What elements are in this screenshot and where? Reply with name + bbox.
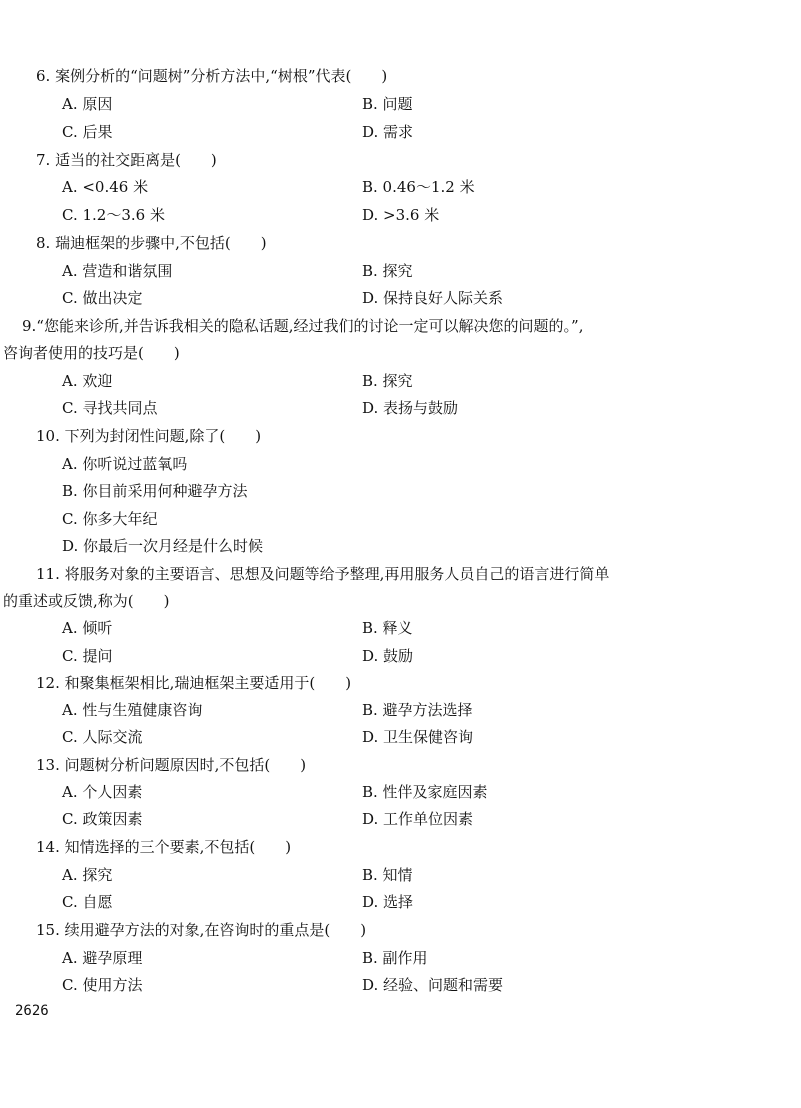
question-15-option-c: C. 使用方法 — [62, 976, 143, 994]
question-7-option-b: B. 0.46～1.2 米 — [362, 178, 475, 196]
question-12-stem: 12. 和聚集框架相比,瑞迪框架主要适用于( ) — [36, 674, 352, 692]
question-13-option-a: A. 个人因素 — [62, 783, 143, 801]
question-8-option-b: B. 探究 — [362, 262, 413, 280]
question-9-stem-continued: 咨询者使用的技巧是( ) — [3, 344, 180, 362]
question-12-option-a: A. 性与生殖健康咨询 — [62, 701, 203, 719]
question-12-option-b: B. 避孕方法选择 — [362, 701, 473, 719]
question-11-stem-continued: 的重述或反馈,称为( ) — [3, 592, 170, 610]
question-9-option-b: B. 探究 — [362, 372, 413, 390]
question-8-option-c: C. 做出决定 — [62, 289, 143, 307]
question-11-option-d: D. 鼓励 — [362, 647, 414, 665]
question-9-option-c: C. 寻找共同点 — [62, 399, 158, 417]
question-10-option-b: B. 你目前采用何种避孕方法 — [62, 482, 248, 500]
question-13-option-d: D. 工作单位因素 — [362, 810, 474, 828]
question-13-stem: 13. 问题树分析问题原因时,不包括( ) — [36, 756, 307, 774]
question-10-option-c: C. 你多大年纪 — [62, 510, 158, 528]
question-15-option-b: B. 副作用 — [362, 949, 428, 967]
question-6-option-c: C. 后果 — [62, 123, 113, 141]
question-15-option-d: D. 经验、问题和需要 — [362, 976, 504, 994]
question-7-option-c: C. 1.2～3.6 米 — [62, 206, 165, 224]
question-6-stem: 6. 案例分析的“问题树”分析方法中,“树根”代表( ) — [36, 67, 388, 85]
question-15-stem: 15. 续用避孕方法的对象,在咨询时的重点是( ) — [36, 921, 367, 939]
question-11-option-b: B. 释义 — [362, 619, 413, 637]
question-14-option-a: A. 探究 — [62, 866, 113, 884]
question-14-option-d: D. 选择 — [362, 893, 414, 911]
question-8-option-d: D. 保持良好人际关系 — [362, 289, 504, 307]
question-6-option-a: A. 原因 — [62, 95, 113, 113]
question-8-stem: 8. 瑞迪框架的步骤中,不包括( ) — [36, 234, 267, 252]
question-14-option-c: C. 自愿 — [62, 893, 113, 911]
page-number: 2626 — [15, 1003, 49, 1019]
question-10-stem: 10. 下列为封闭性问题,除了( ) — [36, 427, 262, 445]
question-9-option-d: D. 表扬与鼓励 — [362, 399, 459, 417]
question-8-option-a: A. 营造和谐氛围 — [62, 262, 173, 280]
question-15-option-a: A. 避孕原理 — [62, 949, 143, 967]
question-7-option-a: A. <0.46 米 — [62, 178, 149, 196]
question-12-option-c: C. 人际交流 — [62, 728, 143, 746]
question-10-option-d: D. 你最后一次月经是什么时候 — [62, 537, 264, 555]
question-6-option-d: D. 需求 — [362, 123, 414, 141]
question-9-option-a: A. 欢迎 — [62, 372, 113, 390]
question-11-option-a: A. 倾听 — [62, 619, 113, 637]
question-13-option-c: C. 政策因素 — [62, 810, 143, 828]
question-7-option-d: D. >3.6 米 — [362, 206, 440, 224]
question-10-option-a: A. 你听说过蓝氧吗 — [62, 455, 188, 473]
question-12-option-d: D. 卫生保健咨询 — [362, 728, 474, 746]
question-6-option-b: B. 问题 — [362, 95, 413, 113]
question-14-option-b: B. 知情 — [362, 866, 413, 884]
question-14-stem: 14. 知情选择的三个要素,不包括( ) — [36, 838, 292, 856]
question-11-option-c: C. 提问 — [62, 647, 113, 665]
question-13-option-b: B. 性伴及家庭因素 — [362, 783, 488, 801]
question-11-stem: 11. 将服务对象的主要语言、思想及问题等给予整理,再用服务人员自己的语言进行简单 — [36, 565, 610, 583]
question-9-stem: 9.“您能来诊所,并告诉我相关的隐私话题,经过我们的讨论一定可以解决您的问题的。”, — [22, 317, 584, 335]
question-7-stem: 7. 适当的社交距离是( ) — [36, 151, 217, 169]
